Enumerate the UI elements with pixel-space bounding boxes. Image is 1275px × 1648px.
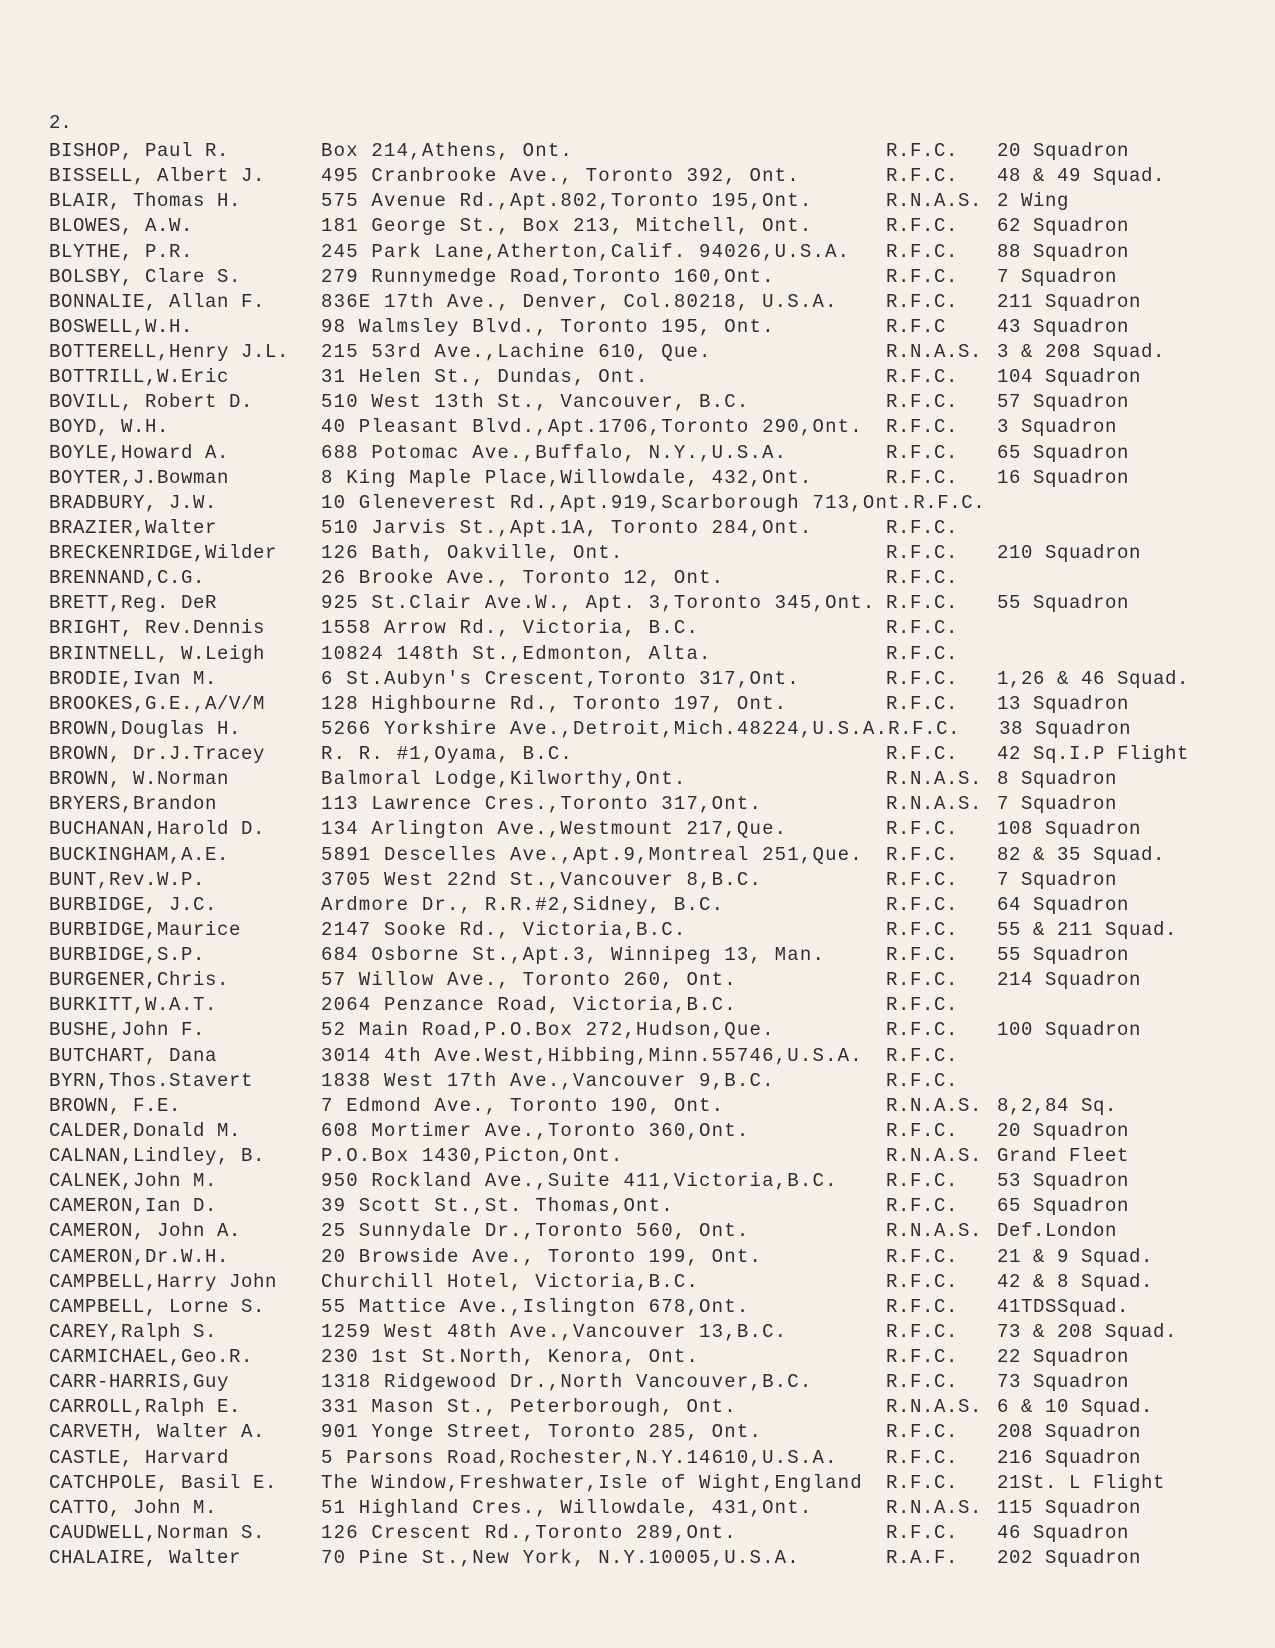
list-item <box>49 868 1269 893</box>
flyer-unit: 55 Squadron <box>997 944 1130 966</box>
flyer-address: 688 Potomac Ave.,Buffalo, N.Y.,U.S.A. <box>321 441 788 464</box>
flyer-name: BROWN, Dr.J.Tracey <box>49 743 266 765</box>
flyer-unit: 46 Squadron <box>997 1521 1130 1544</box>
flyer-service: R.N.A.S. <box>886 1220 983 1243</box>
list-item <box>49 792 1269 817</box>
page-number: 2. <box>49 112 72 134</box>
flyer-service: R.N.A.S. <box>886 768 983 791</box>
flyer-unit: 55 & 211 Squad. <box>997 918 1178 941</box>
list-item <box>49 1119 1269 1144</box>
list-item <box>49 1420 1269 1445</box>
flyer-service: R.F.C. <box>886 1170 959 1193</box>
flyer-address: 8 King Maple Place,Willowdale, 432,Ont. <box>321 466 813 489</box>
flyer-name: BURBIDGE, J.C. <box>49 893 218 916</box>
flyer-service: R.F.C. <box>886 1069 959 1092</box>
flyer-service: R.N.A.S. <box>886 190 983 213</box>
flyer-name: CARVETH, Walter A. <box>49 1421 266 1444</box>
list-item <box>49 667 1269 692</box>
flyer-unit: 57 Squadron <box>997 391 1130 414</box>
flyer-address: 113 Lawrence Cres.,Toronto 317,Ont. <box>321 793 763 816</box>
flyer-name: BRIGHT, Rev.Dennis <box>49 617 266 640</box>
flyer-address: 215 53rd Ave.,Lachine 610, Que. <box>321 341 712 363</box>
flyer-address: 2147 Sooke Rd., Victoria,B.C. <box>321 918 687 941</box>
list-item <box>49 717 1269 742</box>
flyer-service: R.F.C. <box>886 743 959 765</box>
flyer-address: 126 Crescent Rd.,Toronto 289,Ont. <box>321 1521 737 1544</box>
flyer-name: CAUDWELL,Norman S. <box>49 1521 266 1544</box>
flyer-service: R.F.C. <box>886 1446 959 1469</box>
flyer-address: The Window,Freshwater,Isle of Wight,England <box>321 1471 863 1494</box>
flyer-unit: 214 Squadron <box>997 969 1142 992</box>
flyer-unit: 48 & 49 Squad. <box>997 165 1166 188</box>
flyer-list <box>49 139 1269 1571</box>
flyer-address: 1259 West 48th Ave.,Vancouver 13,B.C. <box>321 1320 788 1343</box>
flyer-address: 55 Mattice Ave.,Islington 678,Ont. <box>321 1295 750 1318</box>
flyer-name: BRINTNELL, W.Leigh <box>49 642 266 665</box>
flyer-unit: 62 Squadron <box>997 215 1130 238</box>
flyer-service: R.F.C. <box>888 717 961 740</box>
flyer-unit: 6 & 10 Squad. <box>997 1396 1154 1419</box>
flyer-name: BRAZIER,Walter <box>49 516 218 539</box>
list-item <box>49 1094 1269 1119</box>
flyer-unit: 88 Squadron <box>997 240 1130 263</box>
list-item <box>49 943 1269 968</box>
flyer-unit: 73 & 208 Squad. <box>997 1320 1178 1343</box>
list-item <box>49 893 1269 918</box>
flyer-unit: Def.London <box>997 1220 1118 1243</box>
flyer-unit: 216 Squadron <box>997 1446 1142 1469</box>
flyer-service: R.F.C. <box>886 1421 959 1444</box>
flyer-name: BROWN, F.E. <box>49 1094 182 1117</box>
flyer-service: R.F.C. <box>886 1371 959 1394</box>
flyer-service: R.N.A.S. <box>886 793 983 816</box>
flyer-service: R.F.C. <box>886 1019 959 1042</box>
flyer-name: CAMERON,Ian D. <box>49 1195 218 1218</box>
flyer-address: 5266 Yorkshire Ave.,Detroit,Mich.48224,U.S.A. <box>321 717 889 740</box>
flyer-service: R.F.C. <box>886 1320 959 1343</box>
flyer-name: BUNT,Rev.W.P. <box>49 868 206 891</box>
list-item <box>49 164 1269 189</box>
flyer-address: 1318 Ridgewood Dr.,North Vancouver,B.C. <box>321 1371 813 1394</box>
list-item <box>49 516 1269 541</box>
flyer-address: 126 Bath, Oakville, Ont. <box>321 542 624 564</box>
list-item <box>49 541 1269 566</box>
flyer-service: R.F.C. <box>886 918 959 941</box>
flyer-unit: 38 Squadron <box>999 717 1132 740</box>
flyer-name: BOYD, W.H. <box>49 416 170 439</box>
list-item <box>49 993 1269 1018</box>
list-item <box>49 692 1269 717</box>
list-item <box>49 642 1269 667</box>
flyer-unit: 7 Squadron <box>997 793 1118 816</box>
list-item <box>49 566 1269 591</box>
flyer-name: BLAIR, Thomas H. <box>49 190 242 213</box>
flyer-address: 608 Mortimer Ave.,Toronto 360,Ont. <box>321 1119 750 1142</box>
flyer-name: CAMPBELL, Lorne S. <box>49 1295 266 1318</box>
flyer-unit: 16 Squadron <box>997 466 1130 489</box>
list-item <box>49 1069 1269 1094</box>
flyer-service: R.F.C. <box>886 567 959 590</box>
flyer-service: R.F.C. <box>886 868 959 891</box>
list-item <box>49 240 1269 265</box>
flyer-address: 1838 West 17th Ave.,Vancouver 9,B.C. <box>321 1069 775 1092</box>
flyer-unit: 3 & 208 Squad. <box>997 341 1166 363</box>
flyer-name: CHALAIRE, Walter <box>49 1547 242 1569</box>
flyer-unit: 82 & 35 Squad. <box>997 843 1166 866</box>
flyer-name: BRENNAND,C.G. <box>49 567 206 590</box>
flyer-service: R.F.C. <box>886 1195 959 1218</box>
flyer-service: R.F.C. <box>886 944 959 966</box>
flyer-service: R.F.C. <box>886 994 959 1017</box>
flyer-name: BRADBURY, J.W. <box>49 491 218 514</box>
flyer-unit: 100 Squadron <box>997 1019 1142 1042</box>
flyer-unit: 55 Squadron <box>997 592 1130 615</box>
flyer-address: 181 George St., Box 213, Mitchell, Ont. <box>321 215 813 238</box>
flyer-service: R.F.C. <box>886 140 959 162</box>
flyer-address: 98 Walmsley Blvd., Toronto 195, Ont. <box>321 315 775 338</box>
flyer-name: BRETT,Reg. DeR <box>49 592 218 615</box>
list-item <box>49 491 1269 516</box>
flyer-unit: 8 Squadron <box>997 768 1118 791</box>
flyer-unit: 65 Squadron <box>997 441 1130 464</box>
list-item <box>49 767 1269 792</box>
flyer-name: BOYTER,J.Bowman <box>49 466 230 489</box>
flyer-service: R.F.C. <box>886 516 959 539</box>
flyer-name: BOVILL, Robert D. <box>49 391 254 414</box>
list-item <box>49 1546 1269 1571</box>
flyer-service: R.F.C. <box>886 969 959 992</box>
flyer-unit: 208 Squadron <box>997 1421 1142 1444</box>
flyer-address: 6 St.Aubyn's Crescent,Toronto 317,Ont. <box>321 667 800 690</box>
flyer-name: CASTLE, Harvard <box>49 1446 230 1469</box>
flyer-name: BURKITT,W.A.T. <box>49 994 218 1017</box>
flyer-service: R.F.C. <box>886 1245 959 1268</box>
flyer-unit: 115 Squadron <box>997 1496 1142 1519</box>
flyer-unit: 2 Wing <box>997 190 1070 213</box>
flyer-service: R.F.C. <box>886 1295 959 1318</box>
list-item <box>49 918 1269 943</box>
flyer-name: CATCHPOLE, Basil E. <box>49 1471 278 1494</box>
flyer-unit: 104 Squadron <box>997 366 1142 389</box>
flyer-service: R.F.C. <box>886 416 959 439</box>
flyer-unit: 73 Squadron <box>997 1371 1130 1394</box>
flyer-unit: 43 Squadron <box>997 315 1130 338</box>
list-item <box>49 1219 1269 1244</box>
flyer-address: Churchill Hotel, Victoria,B.C. <box>321 1270 700 1293</box>
list-item <box>49 1270 1269 1295</box>
flyer-unit: 108 Squadron <box>997 818 1142 841</box>
list-item <box>49 1295 1269 1320</box>
flyer-name: BUCKINGHAM,A.E. <box>49 843 230 866</box>
flyer-address: 495 Cranbrooke Ave., Toronto 392, Ont. <box>321 165 800 188</box>
list-item <box>49 843 1269 868</box>
flyer-address: 901 Yonge Street, Toronto 285, Ont. <box>321 1421 763 1444</box>
list-item <box>49 1144 1269 1169</box>
flyer-address: P.O.Box 1430,Picton,Ont. <box>321 1145 624 1167</box>
flyer-service: R.F.C. <box>886 692 959 715</box>
flyer-address: Ardmore Dr., R.R.#2,Sidney, B.C. <box>321 893 725 916</box>
flyer-service: R.F.C. <box>886 265 959 288</box>
flyer-address: 1558 Arrow Rd., Victoria, B.C. <box>321 617 700 640</box>
flyer-service: R.N.A.S. <box>886 1496 983 1519</box>
flyer-address: 331 Mason St., Peterborough, Ont. <box>321 1396 737 1419</box>
flyer-address: 7 Edmond Ave., Toronto 190, Ont. <box>321 1094 725 1117</box>
flyer-unit: 211 Squadron <box>997 290 1142 313</box>
flyer-service: R.F.C. <box>886 642 959 665</box>
flyer-unit: 8,2,84 Sq. <box>997 1094 1118 1117</box>
flyer-name: BROOKES,G.E.,A/V/M <box>49 692 266 715</box>
flyer-name: CATTO, John M. <box>49 1496 218 1519</box>
flyer-unit: 21St. L Flight <box>997 1471 1166 1494</box>
list-item <box>49 1194 1269 1219</box>
flyer-name: BLYTHE, P.R. <box>49 240 194 263</box>
flyer-service: R.F.C <box>886 315 947 338</box>
flyer-name: CARMICHAEL,Geo.R. <box>49 1346 254 1368</box>
flyer-service: R.F.C. <box>886 1119 959 1142</box>
flyer-address: 31 Helen St., Dundas, Ont. <box>321 366 649 389</box>
list-item <box>49 1370 1269 1395</box>
flyer-name: BUCHANAN,Harold D. <box>49 818 266 841</box>
flyer-name: BISHOP, Paul R. <box>49 140 230 162</box>
flyer-address: 3705 West 22nd St.,Vancouver 8,B.C. <box>321 868 763 891</box>
list-item <box>49 390 1269 415</box>
flyer-service: R.F.C. <box>886 1044 959 1067</box>
flyer-service: R.F.C. <box>886 240 959 263</box>
flyer-address: 26 Brooke Ave., Toronto 12, Ont. <box>321 567 725 590</box>
flyer-service: R.A.F. <box>886 1547 959 1569</box>
flyer-name: CARROLL,Ralph E. <box>49 1396 242 1419</box>
flyer-service: R.F.C. <box>886 215 959 238</box>
flyer-name: CALNEK,John M. <box>49 1170 218 1193</box>
flyer-name: BISSELL, Albert J. <box>49 165 266 188</box>
flyer-unit: 64 Squadron <box>997 893 1130 916</box>
flyer-name: CAMERON, John A. <box>49 1220 242 1243</box>
flyer-name: BURBIDGE,S.P. <box>49 944 206 966</box>
list-item <box>49 365 1269 390</box>
flyer-service: R.F.C. <box>886 1346 959 1368</box>
flyer-unit: 210 Squadron <box>997 542 1142 564</box>
flyer-address: 5891 Descelles Ave.,Apt.9,Montreal 251,Que. <box>321 843 863 866</box>
flyer-service: R.F.C. <box>913 491 986 514</box>
flyer-service: R.N.A.S. <box>886 1145 983 1167</box>
flyer-name: BOLSBY, Clare S. <box>49 265 242 288</box>
list-item <box>49 315 1269 340</box>
flyer-name: BOSWELL,W.H. <box>49 315 194 338</box>
flyer-name: BOYLE,Howard A. <box>49 441 230 464</box>
flyer-address: 5 Parsons Road,Rochester,N.Y.14610,U.S.A. <box>321 1446 838 1469</box>
flyer-unit: Grand Fleet <box>997 1145 1130 1167</box>
flyer-name: BURGENER,Chris. <box>49 969 230 992</box>
flyer-name: BYRN,Thos.Stavert <box>49 1069 254 1092</box>
flyer-address: 245 Park Lane,Atherton,Calif. 94026,U.S.A. <box>321 240 851 263</box>
list-item <box>49 189 1269 214</box>
flyer-name: CAREY,Ralph S. <box>49 1320 218 1343</box>
flyer-service: R.F.C. <box>886 617 959 640</box>
list-item <box>49 214 1269 239</box>
flyer-address: 3014 4th Ave.West,Hibbing,Minn.55746,U.S.A. <box>321 1044 863 1067</box>
list-item <box>49 1345 1269 1370</box>
list-item <box>49 340 1269 365</box>
flyer-service: R.F.C. <box>886 441 959 464</box>
flyer-address: 836E 17th Ave., Denver, Col.80218, U.S.A. <box>321 290 838 313</box>
flyer-unit: 42 & 8 Squad. <box>997 1270 1154 1293</box>
flyer-name: BRYERS,Brandon <box>49 793 218 816</box>
flyer-service: R.F.C. <box>886 1471 959 1494</box>
list-item <box>49 1496 1269 1521</box>
flyer-address: 128 Highbourne Rd., Toronto 197, Ont. <box>321 692 788 715</box>
flyer-unit: 53 Squadron <box>997 1170 1130 1193</box>
flyer-name: BRODIE,Ivan M. <box>49 667 218 690</box>
flyer-address: 925 St.Clair Ave.W., Apt. 3,Toronto 345,Ont. <box>321 592 876 615</box>
flyer-address: 52 Main Road,P.O.Box 272,Hudson,Que. <box>321 1019 775 1042</box>
list-item <box>49 1320 1269 1345</box>
flyer-unit: 41TDSSquad. <box>997 1295 1130 1318</box>
list-item <box>49 1446 1269 1471</box>
flyer-unit: 7 Squadron <box>997 868 1118 891</box>
flyer-address: 230 1st St.North, Kenora, Ont. <box>321 1346 700 1368</box>
flyer-unit: 1,26 & 46 Squad. <box>997 667 1190 690</box>
flyer-name: BUTCHART, Dana <box>49 1044 218 1067</box>
flyer-unit: 13 Squadron <box>997 692 1130 715</box>
flyer-unit: 22 Squadron <box>997 1346 1130 1368</box>
flyer-unit: 65 Squadron <box>997 1195 1130 1218</box>
flyer-name: BRECKENRIDGE,Wilder <box>49 542 278 564</box>
list-item <box>49 591 1269 616</box>
flyer-address: 279 Runnymedge Road,Toronto 160,Ont. <box>321 265 775 288</box>
flyer-address: 2064 Penzance Road, Victoria,B.C. <box>321 994 737 1017</box>
flyer-service: R.F.C. <box>886 592 959 615</box>
flyer-name: BONNALIE, Allan F. <box>49 290 266 313</box>
flyer-service: R.F.C. <box>886 391 959 414</box>
flyer-unit: 20 Squadron <box>997 140 1130 162</box>
flyer-service: R.F.C. <box>886 165 959 188</box>
flyer-name: CAMERON,Dr.W.H. <box>49 1245 230 1268</box>
flyer-name: BLOWES, A.W. <box>49 215 194 238</box>
flyer-name: BOTTERELL,Henry J.L. <box>49 341 290 363</box>
flyer-address: R. R. #1,Oyama, B.C. <box>321 743 574 765</box>
list-item <box>49 265 1269 290</box>
flyer-name: CALDER,Donald M. <box>49 1119 242 1142</box>
flyer-unit: 7 Squadron <box>997 265 1118 288</box>
list-item <box>49 139 1269 164</box>
flyer-address: 57 Willow Ave., Toronto 260, Ont. <box>321 969 737 992</box>
flyer-address: 510 West 13th St., Vancouver, B.C. <box>321 391 750 414</box>
list-item <box>49 1018 1269 1043</box>
flyer-service: R.N.A.S. <box>886 341 983 363</box>
list-item <box>49 817 1269 842</box>
flyer-address: 134 Arlington Ave.,Westmount 217,Que. <box>321 818 788 841</box>
flyer-name: BROWN, W.Norman <box>49 768 230 791</box>
flyer-name: CALNAN,Lindley, B. <box>49 1145 266 1167</box>
list-item <box>49 1521 1269 1546</box>
flyer-address: Balmoral Lodge,Kilworthy,Ont. <box>321 768 687 791</box>
flyer-name: BROWN,Douglas H. <box>49 717 242 740</box>
flyer-service: R.F.C. <box>886 1270 959 1293</box>
flyer-address: 950 Rockland Ave.,Suite 411,Victoria,B.C. <box>321 1170 838 1193</box>
flyer-service: R.F.C. <box>886 893 959 916</box>
flyer-name: BURBIDGE,Maurice <box>49 918 242 941</box>
flyer-address: 510 Jarvis St.,Apt.1A, Toronto 284,Ont. <box>321 516 813 539</box>
flyer-name: BUSHE,John F. <box>49 1019 206 1042</box>
flyer-service: R.F.C. <box>886 466 959 489</box>
flyer-service: R.F.C. <box>886 366 959 389</box>
flyer-address: 70 Pine St.,New York, N.Y.10005,U.S.A. <box>321 1547 800 1569</box>
list-item <box>49 1169 1269 1194</box>
flyer-address: 10824 148th St.,Edmonton, Alta. <box>321 642 712 665</box>
list-item <box>49 1471 1269 1496</box>
flyer-service: R.F.C. <box>886 818 959 841</box>
list-item <box>49 415 1269 440</box>
list-item <box>49 616 1269 641</box>
list-item <box>49 742 1269 767</box>
flyer-service: R.F.C. <box>886 542 959 564</box>
flyer-address: 10 Gleneverest Rd.,Apt.919,Scarborough 713,Ont. <box>321 491 914 514</box>
flyer-address: 25 Sunnydale Dr.,Toronto 560, Ont. <box>321 1220 750 1243</box>
flyer-service: R.F.C. <box>886 290 959 313</box>
flyer-service: R.N.A.S. <box>886 1396 983 1419</box>
flyer-address: 39 Scott St.,St. Thomas,Ont. <box>321 1195 674 1218</box>
flyer-name: BOTTRILL,W.Eric <box>49 366 230 389</box>
flyer-service: R.F.C. <box>886 843 959 866</box>
list-item <box>49 466 1269 491</box>
flyer-service: R.F.C. <box>886 1521 959 1544</box>
list-item <box>49 1245 1269 1270</box>
flyer-address: 40 Pleasant Blvd.,Apt.1706,Toronto 290,Ont. <box>321 416 863 439</box>
flyer-unit: 3 Squadron <box>997 416 1118 439</box>
flyer-service: R.N.A.S. <box>886 1094 983 1117</box>
flyer-address: 20 Browside Ave., Toronto 199, Ont. <box>321 1245 763 1268</box>
list-item <box>49 968 1269 993</box>
list-item <box>49 1395 1269 1420</box>
flyer-unit: 20 Squadron <box>997 1119 1130 1142</box>
flyer-address: 684 Osborne St.,Apt.3, Winnipeg 13, Man. <box>321 944 826 966</box>
flyer-address: Box 214,Athens, Ont. <box>321 140 574 162</box>
flyer-unit: 202 Squadron <box>997 1547 1142 1569</box>
flyer-unit: 42 Sq.I.P Flight <box>997 743 1190 765</box>
list-item <box>49 1044 1269 1069</box>
flyer-address: 575 Avenue Rd.,Apt.802,Toronto 195,Ont. <box>321 190 813 213</box>
flyer-name: CARR-HARRIS,Guy <box>49 1371 230 1394</box>
flyer-unit: 21 & 9 Squad. <box>997 1245 1154 1268</box>
list-item <box>49 441 1269 466</box>
flyer-service: R.F.C. <box>886 667 959 690</box>
flyer-name: CAMPBELL,Harry John <box>49 1270 278 1293</box>
list-item <box>49 290 1269 315</box>
flyer-address: 51 Highland Cres., Willowdale, 431,Ont. <box>321 1496 813 1519</box>
